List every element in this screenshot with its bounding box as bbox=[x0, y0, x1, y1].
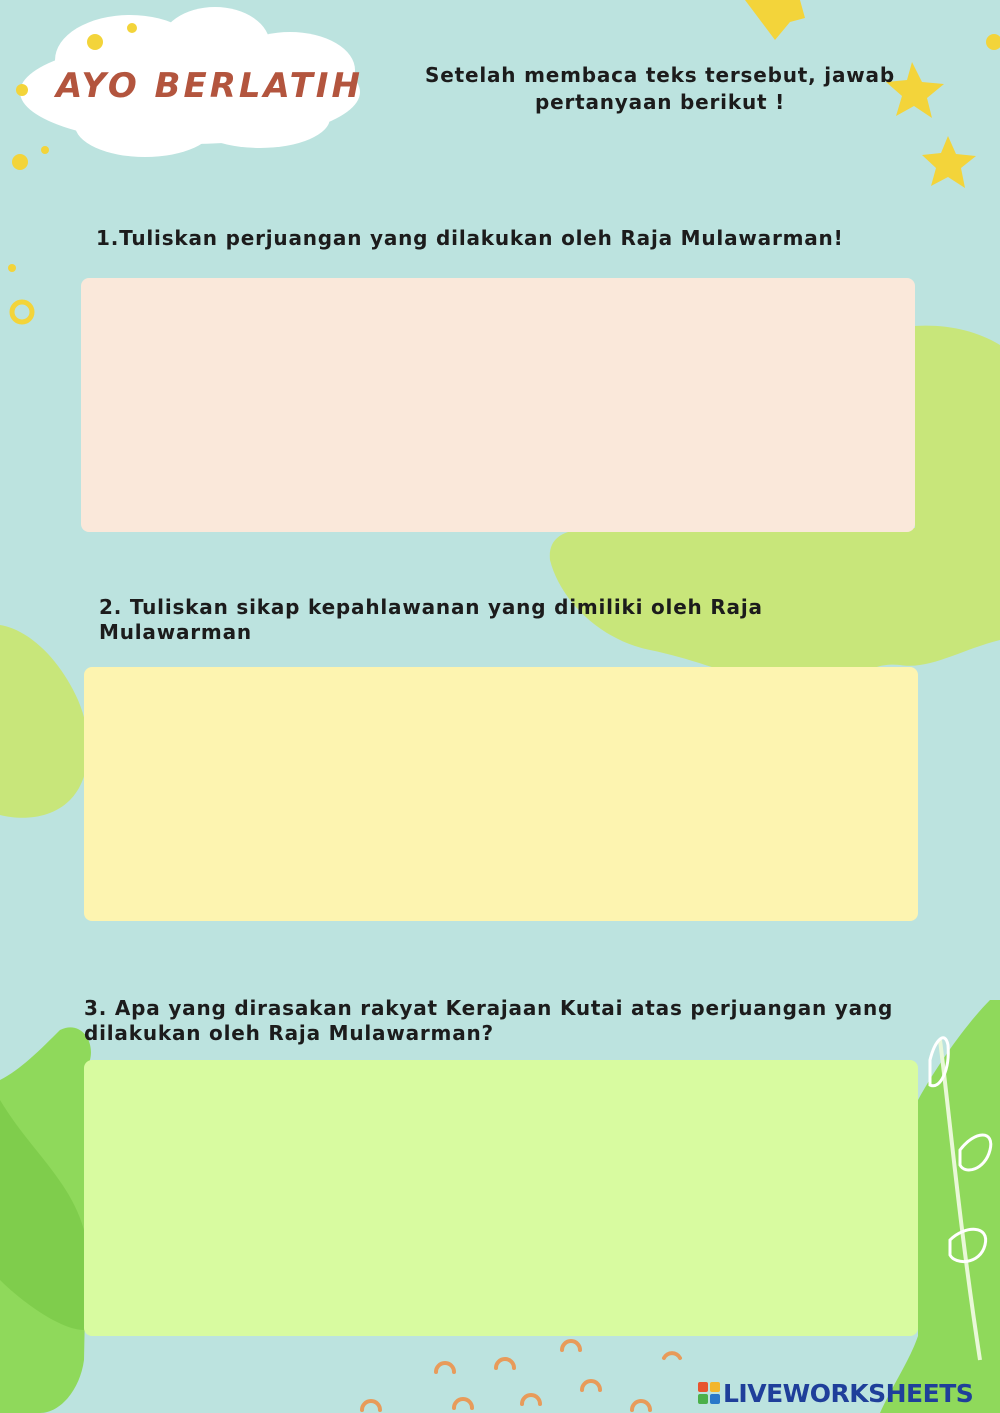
orange-arcs bbox=[362, 1341, 680, 1410]
page-title: AYO BERLATIH bbox=[56, 66, 363, 106]
answer-1-input[interactable] bbox=[81, 278, 915, 532]
green-blob-left bbox=[0, 625, 88, 818]
question-2-label: 2. Tuliskan sikap kepahlawanan yang dimiliki oleh Raja Mulawarman bbox=[99, 595, 763, 644]
liveworksheets-logo bbox=[698, 1378, 973, 1408]
liveworksheets-icon bbox=[698, 1382, 720, 1404]
question-3-label: 3. Apa yang dirasakan rakyat Kerajaan Kutai atas perjuangan yang dilakukan oleh Raja Mulawarman? bbox=[84, 996, 894, 1045]
answer-2-input[interactable] bbox=[84, 667, 918, 921]
question-1-label: 1.Tuliskan perjuangan yang dilakukan oleh Raja Mulawarman! bbox=[96, 226, 844, 250]
answer-3-input[interactable] bbox=[84, 1060, 918, 1336]
instruction-text: Setelah membaca teks tersebut, jawab pertanyaan berikut ! bbox=[425, 63, 895, 114]
liveworksheets-text: LIVEWORKSHEETS bbox=[723, 1378, 974, 1408]
